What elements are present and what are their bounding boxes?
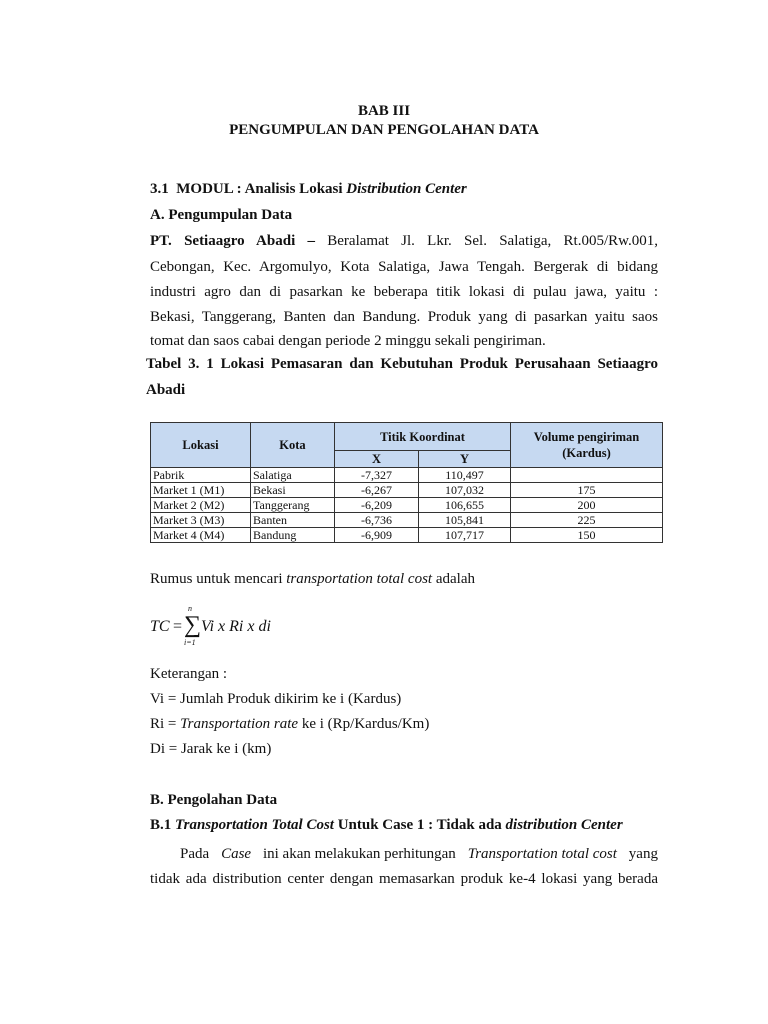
table-row [151, 528, 663, 543]
formula-equals: = [173, 618, 183, 635]
b1-para-phrase: ini akan melakukan perhitungan [262, 846, 456, 862]
section-number: 3.1 [150, 181, 169, 197]
table-caption-line-2: Abadi [146, 382, 186, 398]
cell-kota: Tanggerang [251, 498, 335, 513]
header-x: X [335, 451, 419, 468]
b1-para-word-end: yang [628, 846, 658, 862]
cell-volume: 225 [511, 513, 663, 528]
cell-volume: 150 [511, 528, 663, 543]
cell-lokasi: Pabrik [151, 468, 251, 483]
intro-line-1-text: Beralamat Jl. Lkr. Sel. Salatiga, Rt.005/Rw.001, [327, 233, 658, 249]
keterangan-ri-after: ke i (Rp/Kardus/Km) [301, 716, 430, 732]
b1-para-phrase-italic: Transportation total cost [467, 846, 617, 862]
cell-kota: Bekasi [251, 483, 335, 498]
chapter-title: PENGUMPULAN DAN PENGOLAHAN DATA [229, 122, 539, 138]
header-koordinat: Titik Koordinat [335, 423, 511, 451]
formula-intro-before: Rumus untuk mencari [150, 571, 283, 587]
b1-heading [150, 817, 623, 834]
formula-intro-italic: transportation total cost [286, 571, 433, 587]
cell-volume: 200 [511, 498, 663, 513]
b1-paragraph-line-2: tidak ada distribution center dengan memasarkan produk ke-4 lokasi yang berada [150, 871, 658, 887]
cell-x: -6,909 [335, 528, 419, 543]
subsection-b-heading: B. Pengolahan Data [150, 792, 278, 808]
intro-line-1 [150, 229, 658, 254]
cell-volume [511, 468, 663, 483]
b1-prefix: B.1 [150, 817, 172, 833]
table-caption-line-1: Tabel 3. 1 Lokasi Pemasaran dan Kebutuhan Produk Perusahaan Setiaagro [146, 356, 658, 372]
table-row [151, 498, 663, 513]
keterangan-di: Di = Jarak ke i (km) [150, 741, 272, 757]
tc-formula [150, 604, 350, 650]
location-table [150, 422, 663, 543]
formula-lower-limit: i=1 [184, 638, 196, 647]
keterangan-title: Keterangan : [150, 666, 228, 682]
b1-para-word-italic: Case [221, 846, 252, 862]
header-lokasi: Lokasi [151, 423, 251, 468]
b1-paragraph-line-1 [180, 842, 658, 867]
table-row [151, 483, 663, 498]
chapter-number: BAB III [357, 103, 411, 119]
cell-kota: Bandung [251, 528, 335, 543]
cell-x: -7,327 [335, 468, 419, 483]
subsection-a-heading: A. Pengumpulan Data [150, 207, 293, 223]
cell-y: 105,841 [419, 513, 511, 528]
intro-line-5: tomat dan saos cabai dengan periode 2 minggu sekali pengiriman. [150, 333, 546, 349]
section-label-italic: Distribution Center [346, 181, 467, 197]
company-name: PT. Setiaagro Abadi – [150, 233, 315, 249]
table-row [151, 468, 663, 483]
summation-symbol: ∑ [184, 612, 202, 638]
formula-body: Vi x Ri x di [201, 618, 271, 635]
cell-lokasi: Market 4 (M4) [151, 528, 251, 543]
table-row [151, 513, 663, 528]
b1-para-word: Pada [180, 846, 210, 862]
intro-line-2: Cebongan, Kec. Argomulyo, Kota Salatiga, Jawa Tengah. Bergerak di bidang [150, 259, 658, 275]
cell-y: 106,655 [419, 498, 511, 513]
b1-italic-1: Transportation Total Cost [175, 817, 334, 833]
keterangan-vi: Vi = Jumlah Produk dikirim ke i (Kardus) [150, 691, 402, 707]
cell-lokasi: Market 3 (M3) [151, 513, 251, 528]
cell-lokasi: Market 1 (M1) [151, 483, 251, 498]
formula-intro-after: adalah [435, 571, 475, 587]
intro-line-3: industri agro dan di pasarkan ke beberapa titik lokasi di pulau jawa, yaitu : [150, 284, 658, 300]
keterangan-ri-italic: Transportation rate [180, 716, 299, 732]
cell-x: -6,209 [335, 498, 419, 513]
cell-kota: Banten [251, 513, 335, 528]
keterangan-ri-before: Ri = [150, 716, 177, 732]
cell-x: -6,267 [335, 483, 419, 498]
keterangan-ri [150, 712, 429, 737]
cell-kota: Salatiga [251, 468, 335, 483]
cell-y: 107,717 [419, 528, 511, 543]
header-volume: Volume pengiriman (Kardus) [511, 423, 663, 468]
b1-middle: Untuk Case 1 : Tidak ada [337, 817, 502, 833]
cell-x: -6,736 [335, 513, 419, 528]
formula-upper-limit: n [188, 604, 192, 613]
header-kota: Kota [251, 423, 335, 468]
cell-volume: 175 [511, 483, 663, 498]
cell-lokasi: Market 2 (M2) [151, 498, 251, 513]
header-y: Y [419, 451, 511, 468]
section-heading [150, 181, 467, 198]
formula-intro [150, 567, 475, 592]
cell-y: 110,497 [419, 468, 511, 483]
b1-italic-2: distribution Center [505, 817, 623, 833]
section-label: MODUL : Analisis Lokasi [176, 181, 343, 197]
formula-lhs: TC [150, 618, 170, 635]
cell-y: 107,032 [419, 483, 511, 498]
intro-line-4: Bekasi, Tanggerang, Banten dan Bandung. Produk yang di pasarkan yaitu saos [150, 309, 658, 325]
